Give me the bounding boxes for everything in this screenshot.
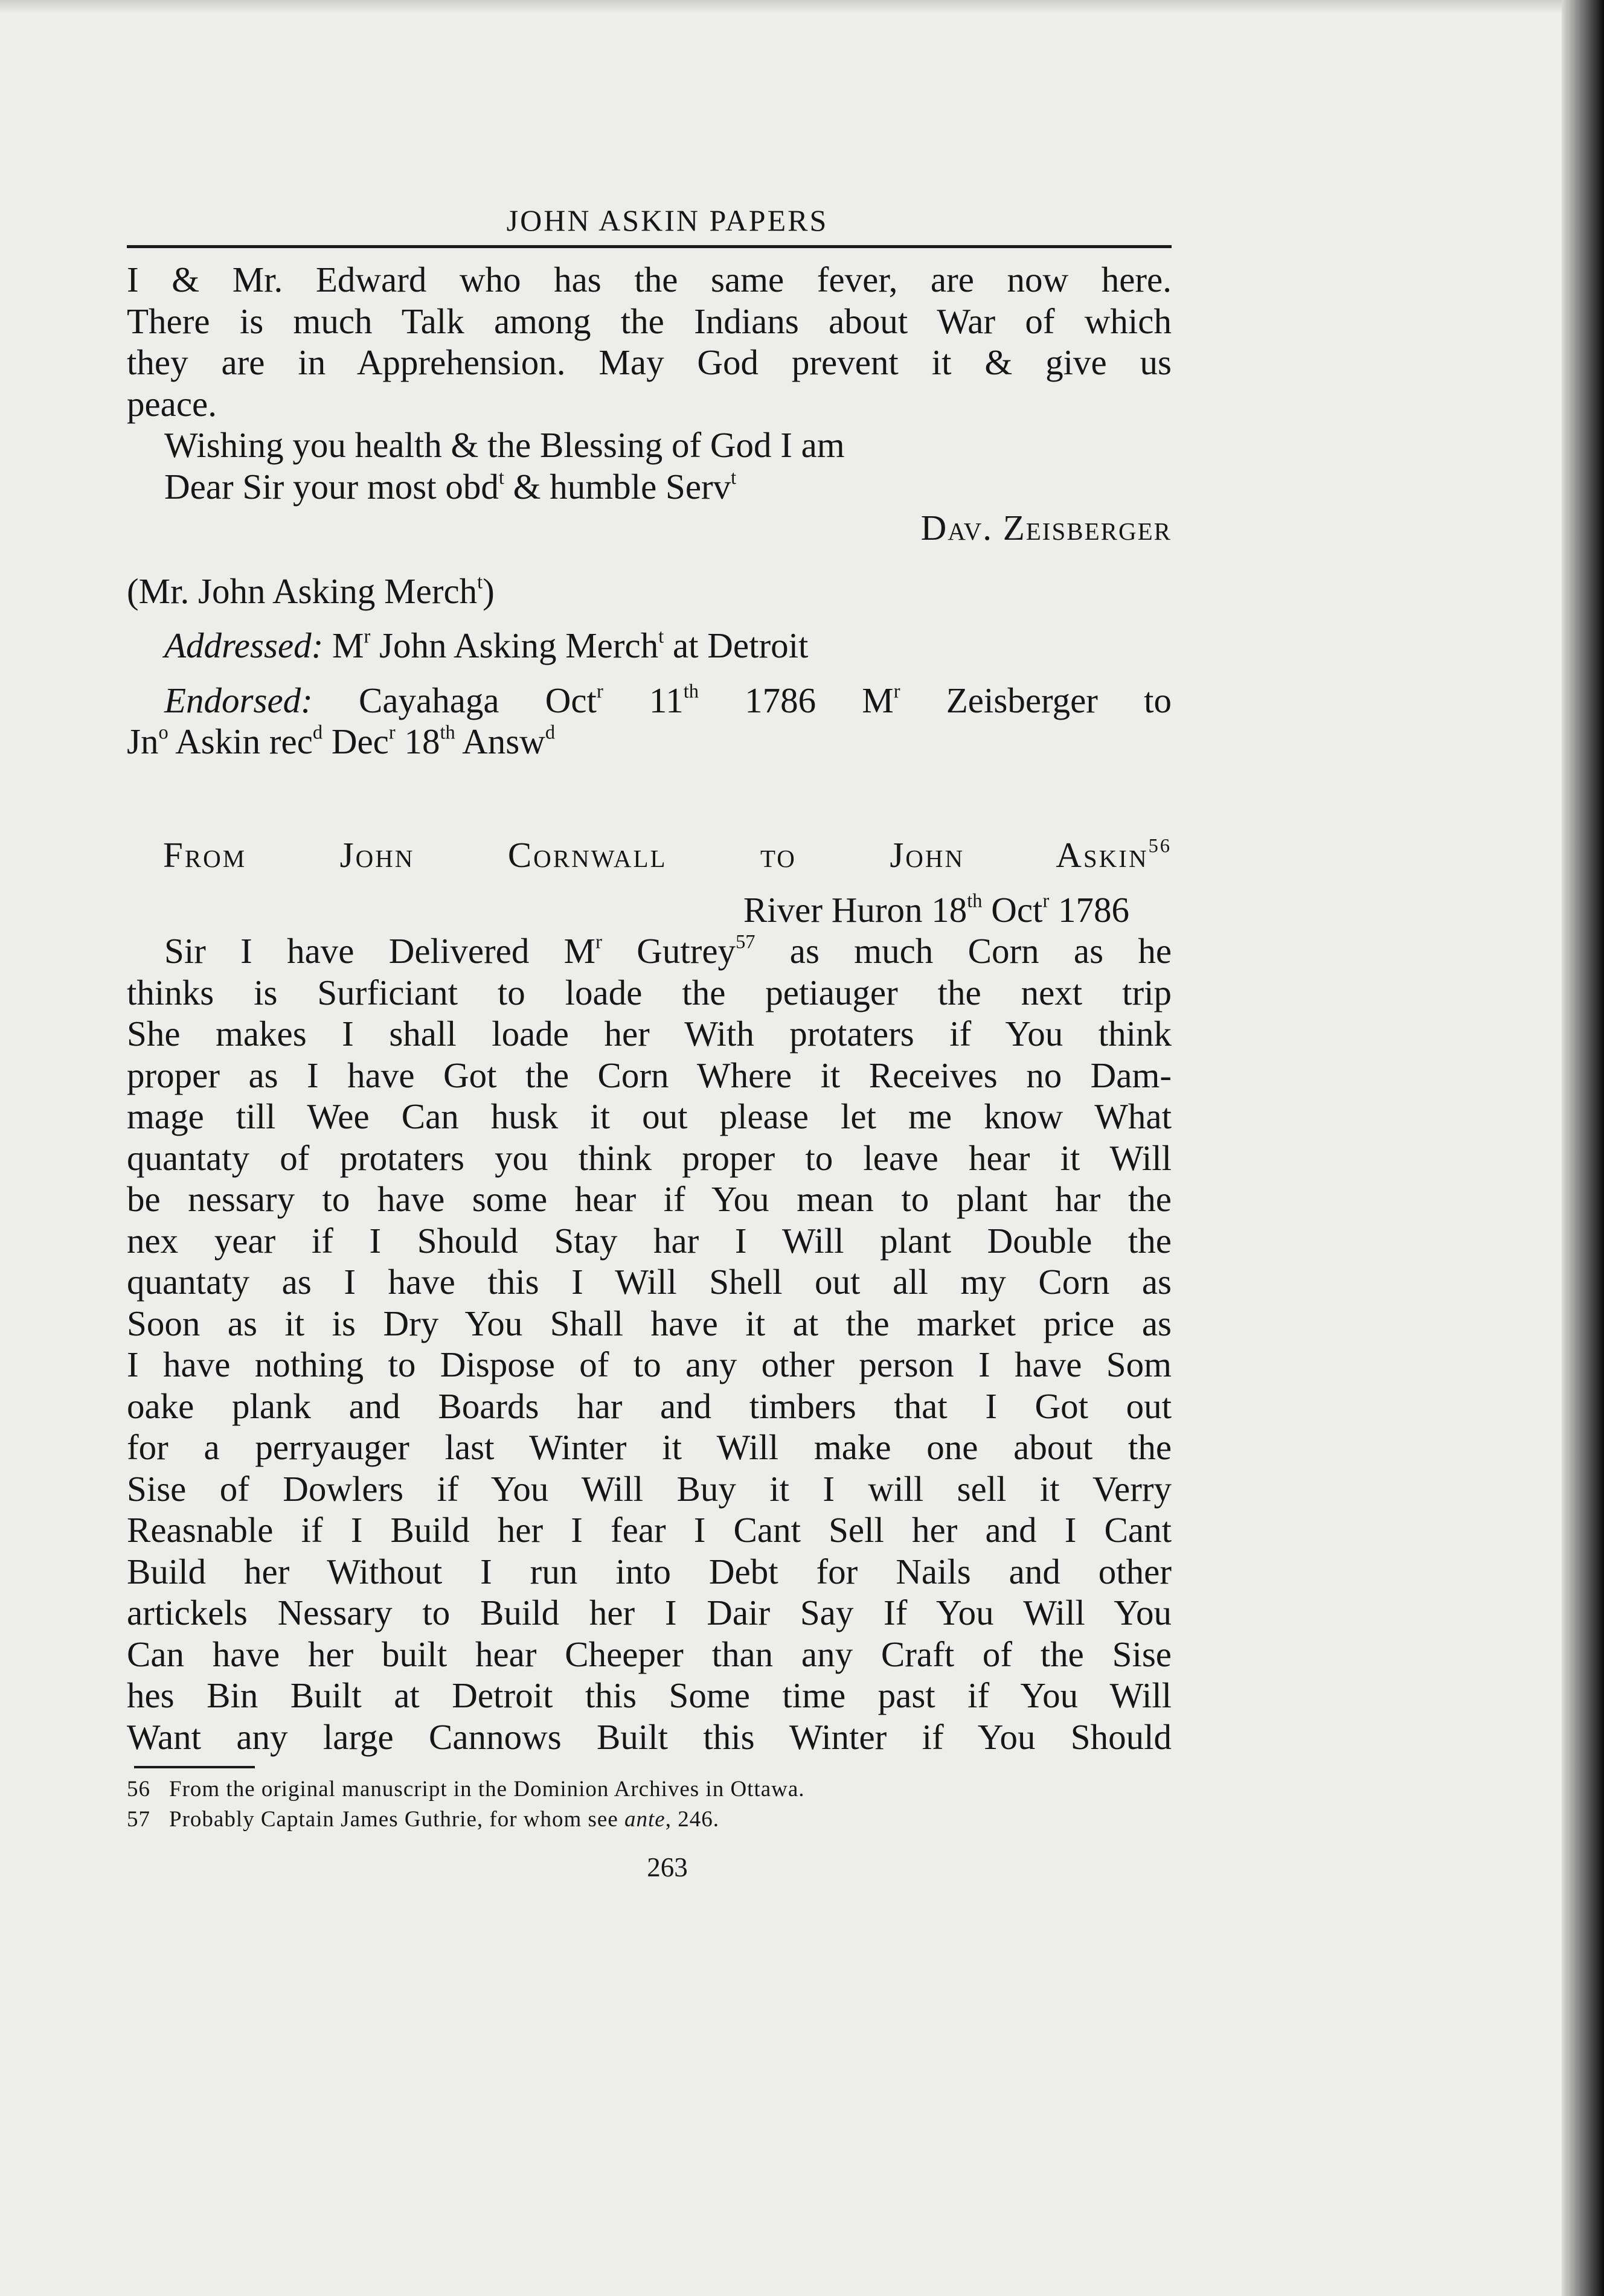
- superscript: r: [595, 931, 602, 953]
- superscript: th: [440, 721, 455, 744]
- superscript: o: [158, 721, 168, 744]
- letter-title: [127, 834, 1172, 876]
- text-line: Soon as it is Dry You Shall have it at the market price as: [127, 1303, 1172, 1343]
- text-segment: at Detroit: [664, 625, 809, 665]
- text-line: There is much Talk among the Indians about War of which: [127, 301, 1172, 341]
- text-line: be nessary to have some hear if You mean to plant har the: [127, 1179, 1172, 1219]
- text-line: I have nothing to Dispose of to any other person I have Som: [127, 1345, 1172, 1384]
- letter2-body: [127, 930, 1172, 1757]
- footnote-rule: [134, 1766, 255, 1768]
- page-edge-shadow: [1562, 0, 1604, 2296]
- text-segment: Answ: [455, 721, 545, 761]
- footnote-text: From the original manuscript in the Dominion Archives in Ottawa.: [169, 1777, 805, 1802]
- text-segment: Askin rec: [168, 721, 313, 761]
- text-segment: Sir I have Delivered M: [164, 931, 596, 971]
- text-line: Sise of Dowlers if You Will Buy it I will sell it Verry: [127, 1468, 1172, 1509]
- header-rule: [127, 245, 1172, 248]
- text-line: they are in Apprehension. May God prevent it & give us: [127, 342, 1172, 382]
- signature: Dav. Zeisberger: [920, 508, 1172, 548]
- text-segment: 11: [603, 680, 684, 720]
- spacer: [127, 612, 1172, 625]
- superscript: d: [545, 721, 556, 744]
- footnote-ref: 57: [736, 931, 755, 953]
- footnote-text: , 246.: [665, 1807, 719, 1832]
- text-line: for a perryauger last Winter it Will make one about the: [127, 1427, 1172, 1467]
- closing-line: [127, 466, 1172, 508]
- endorsed-line: [127, 680, 1172, 721]
- page-body: [127, 259, 1172, 1757]
- spacer: [127, 876, 1172, 889]
- running-head: JOHN ASKIN PAPERS: [506, 203, 829, 237]
- text-line: [127, 930, 1172, 972]
- closing-line: Wishing you health & the Blessing of God I am: [164, 425, 845, 465]
- text-line: Reasnable if I Build her I fear I Cant Sell her and I Cant: [127, 1510, 1172, 1550]
- superscript: t: [731, 467, 737, 489]
- spacer: [127, 549, 1172, 571]
- text-line: mage till Wee Can husk it out please let me know What: [127, 1096, 1172, 1136]
- text-line: nex year if I Should Stay har I Will plant Double the: [127, 1220, 1172, 1261]
- text-line: Can have her built hear Cheeper than any Craft of the Sise: [127, 1634, 1172, 1674]
- addressed-line: [127, 625, 1172, 667]
- footnote-text: Probably Captain James Guthrie, for whom see: [169, 1807, 625, 1832]
- superscript: t: [498, 467, 504, 489]
- text-segment: Jn: [127, 721, 159, 761]
- text-line: She makes I shall loade her With protaters if You think: [127, 1014, 1172, 1054]
- footnote-number: 57: [127, 1807, 150, 1832]
- footnote-number: 56: [127, 1777, 150, 1802]
- footnote-ref: 56: [1148, 835, 1172, 857]
- text-line: oake plank and Boards har and timbers that I Got out: [127, 1386, 1172, 1426]
- text-segment: River Huron 18: [743, 889, 967, 930]
- endorsed-line: [127, 721, 1172, 763]
- footnotes: [127, 1774, 1172, 1835]
- text-line: Build her Without I run into Debt for Nails and other: [127, 1551, 1172, 1591]
- addressed-label: Addressed:: [164, 625, 324, 665]
- text-segment: Dec: [322, 721, 389, 761]
- text-line: peace.: [127, 383, 217, 424]
- text-segment: Cayahaga Oct: [312, 680, 597, 720]
- superscript: r: [388, 721, 396, 744]
- footnote-text: ante: [624, 1807, 666, 1832]
- superscript: r: [1042, 890, 1050, 912]
- text-segment: & humble Serv: [504, 466, 731, 507]
- text-line: proper as I have Got the Corn Where it Receives no Dam-: [127, 1055, 1172, 1095]
- recipient-note: [127, 571, 1172, 612]
- superscript: d: [312, 721, 323, 744]
- text-segment: 1786 M: [698, 680, 894, 720]
- footnote: [127, 1805, 1172, 1835]
- text-segment: (Mr. John Asking Merch: [127, 571, 478, 611]
- text-segment: 1786: [1049, 889, 1129, 930]
- endorsed-label: Endorsed:: [164, 680, 313, 720]
- superscript: th: [967, 890, 983, 912]
- text-segment: ): [483, 571, 495, 611]
- page-top-shadow: [0, 0, 1604, 13]
- text-segment: 18: [395, 721, 440, 761]
- text-line: artickels Nessary to Build her I Dair Say If You Will You: [127, 1593, 1172, 1632]
- letter1-body: [127, 259, 1172, 549]
- letter-title-text: From John Cornwall to John Askin: [163, 834, 1149, 875]
- text-line: quantaty as I have this I Will Shell out all my Corn as: [127, 1262, 1172, 1302]
- text-line: quantaty of protaters you think proper to leave hear it Will: [127, 1137, 1172, 1178]
- text-segment: John Asking Merch: [370, 625, 659, 665]
- superscript: t: [477, 571, 483, 593]
- text-segment: Dear Sir your most obd: [164, 466, 499, 507]
- text-line: I & Mr. Edward who has the same fever, are now here.: [127, 260, 1172, 299]
- footnote: [127, 1774, 1172, 1805]
- spacer: [127, 763, 1172, 834]
- text-segment: Gutrey: [602, 931, 736, 971]
- superscript: r: [364, 625, 371, 648]
- book-page: [127, 199, 1172, 1885]
- superscript: t: [658, 625, 664, 648]
- text-segment: M: [323, 625, 364, 665]
- superscript: r: [893, 680, 900, 703]
- text-line: thinks is Surficiant to loade the petiauger the next trip: [127, 972, 1172, 1012]
- superscript: th: [683, 680, 699, 703]
- dateline: [127, 889, 1172, 931]
- superscript: r: [596, 680, 603, 703]
- text-segment: Zeisberger to: [900, 680, 1172, 720]
- text-segment: Oct: [982, 889, 1043, 930]
- text-line: hes Bin Built at Detroit this Some time past if You Will: [127, 1675, 1172, 1715]
- text-segment: as much Corn as he: [755, 931, 1172, 971]
- text-line: Want any large Cannows Built this Winter if You Should: [127, 1716, 1172, 1757]
- page-number: 263: [647, 1852, 688, 1882]
- spacer: [127, 667, 1172, 680]
